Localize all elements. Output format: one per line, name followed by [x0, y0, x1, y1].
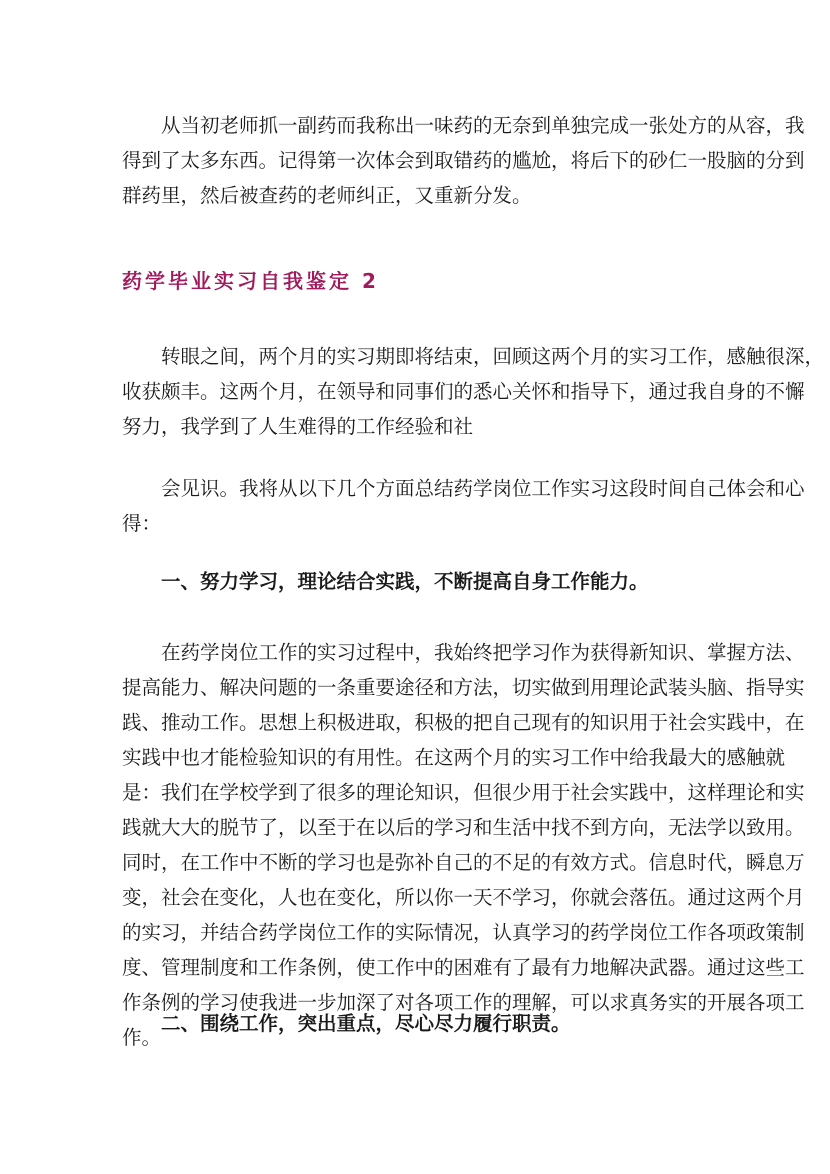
text-line: 提高能力、解决问题的一条重要途径和方法，切实做到用理论武装头脑、指导实 — [122, 676, 805, 699]
text-line: 的实习，并结合药学岗位工作的实际情况，认真学习的药学岗位工作各项政策制 — [122, 921, 805, 944]
text-line: 度、管理制度和工作条例，使工作中的困难有了最有力地解决武器。通过这些工 — [122, 956, 805, 979]
text-line: 践就大大的脱节了，以至于在以后的学习和生活中找不到方向，无法学以致用。 — [122, 816, 805, 839]
text-line: 转眼之间，两个月的实习期即将结束，回顾这两个月的实习工作，感触很深， — [161, 345, 825, 368]
text-line: 收获颇丰。这两个月，在领导和同事们的悉心关怀和指导下，通过我自身的不懈 — [122, 380, 805, 403]
heading-1 — [122, 564, 712, 599]
text-line: 变，社会在变化，人也在变化，所以你一天不学习，你就会落伍。通过这两个月 — [122, 886, 805, 909]
paragraph-1 — [122, 108, 805, 213]
text-line: 作条例的学习使我进一步加深了对各项工作的理解，可以求真务实的开展各项工 — [122, 991, 805, 1014]
text-line: 群药里，然后被查药的老师纠正，又重新分发。 — [122, 184, 532, 207]
text-line: 实践中也才能检验知识的有用性。在这两个月的实习工作中给我最大的感触就 — [122, 746, 786, 769]
text-line: 努力，我学到了人生难得的工作经验和社 — [122, 415, 474, 438]
text-line: 会见识。我将从以下几个方面总结药学岗位工作实习这段时间自己体会和心 — [161, 477, 805, 500]
heading-2 — [122, 1006, 712, 1041]
text-line: 是：我们在学校学到了很多的理论知识，但很少用于社会实践中，这样理论和实 — [122, 781, 805, 804]
text-line: 得到了太多东西。记得第一次体会到取错药的尴尬，将后下的砂仁一股脑的分到 — [122, 149, 805, 172]
paragraph-2 — [122, 339, 825, 444]
text-line: 得： — [122, 512, 162, 535]
text-line: 从当初老师抓一副药而我称出一味药的无奈到单独完成一张处方的从容，我 — [161, 114, 805, 137]
paragraph-4 — [122, 635, 805, 1055]
heading-text: 一、努力学习，理论结合实践，不断提高自身工作能力。 — [161, 570, 649, 593]
heading-text: 二、围绕工作，突出重点，尽心尽力履行职责。 — [161, 1012, 571, 1035]
text-line: 在药学岗位工作的实习过程中，我始终把学习作为获得新知识、掌握方法、 — [161, 641, 805, 664]
text-line: 同时，在工作中不断的学习也是弥补自己的不足的有效方式。信息时代，瞬息万 — [122, 851, 805, 874]
section-title: 药学毕业实习自我鉴定 2 — [122, 269, 379, 293]
text-line: 践、推动工作。思想上积极进取，积极的把自己现有的知识用于社会实践中，在 — [122, 711, 805, 734]
paragraph-3 — [122, 471, 805, 541]
text-line: 作。 — [122, 1026, 162, 1049]
